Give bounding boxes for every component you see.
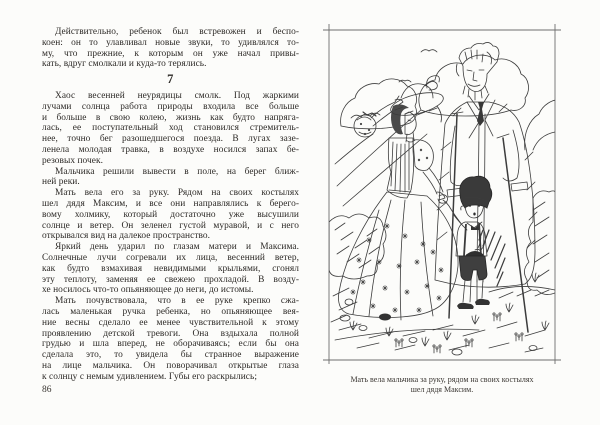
text-line: лась, ее поступательный ход становился стремитель- [42, 123, 299, 134]
mother-shoe [379, 314, 391, 321]
text-line: Мать вела мальчика за руку, рядом на своих костылях [350, 375, 534, 384]
text-line: сделала это, то увидела бы странное выражение [42, 350, 299, 361]
page-number: 86 [42, 385, 52, 395]
boy-pants [459, 256, 487, 281]
text-line: вому холмику, который достаточно уже высушили [42, 209, 299, 220]
text-line: открывался вид на далекое пространство. [42, 231, 211, 242]
bird-icon [399, 80, 411, 82]
illustration-drawing [320, 21, 564, 367]
text-line: шел дядя Максим, и все они направлялись к берего- [42, 198, 299, 209]
text-line: Мать почувствовала, что в ее руке крепко сжа- [55, 296, 299, 307]
text-line: хе носилось что-то опьяняющее до неги, до истомы. [42, 285, 254, 296]
text-line: ленела молодая травка, в воздухе носился запах бе- [42, 144, 299, 155]
bird-icon [421, 50, 437, 52]
text-line: Действительно, ребенок был встревожен и беспо- [55, 27, 299, 37]
text-line: солнце и ветер. Он зеленел густой муравой, и с него [42, 220, 299, 231]
text-line: к солнцу с немым удивлением. Губы его раскрылись; [42, 371, 257, 382]
text-line: коен: он то улавливал новые звуки, то удивлялся то- [42, 37, 299, 48]
text-line: Мать вела его за руку. Рядом на своих костылях [55, 188, 299, 199]
text-line: кать, вдруг смолкали и куда-то терялись. [42, 59, 207, 70]
text-line: му, что прежние, к которым он уже начал привы- [42, 48, 299, 59]
text-line: нее, точно бег разошедшегося поезда. В лугах зазе- [42, 134, 299, 145]
boy-shoe [457, 303, 474, 309]
text-line: эту теплоту, заменяя ее свежею прохладой. В возду- [42, 274, 299, 285]
text-line: проявлению детской тревоги. Она вздыхала полной [42, 328, 299, 339]
text-line: Мальчика решили вывести в поле, на берег ближ- [55, 166, 299, 177]
text-line: ние весны сделало ее менее чувствительной к этому [42, 317, 299, 328]
text-line: резовых почек. [42, 155, 103, 166]
mother-hair [391, 104, 409, 134]
mother-figure [338, 76, 458, 321]
chapter-heading: 7 [167, 72, 174, 87]
text-line: на лице мальчика. Он поворачивал открытые глаза [42, 360, 299, 371]
text-line: и больше в свою колею, жизнь как будто напряга- [42, 112, 299, 123]
text-line: шел дядя Максим. [410, 384, 474, 394]
crutch [449, 112, 528, 332]
text-line: лучами солнца работа природы входила все больше [42, 101, 299, 112]
illustration-figure [320, 21, 564, 394]
text-line: ней реки. [42, 177, 80, 188]
text-line: Хаос весенней неурядицы смолк. Под жаркими [55, 90, 299, 101]
illustration-caption [320, 375, 564, 394]
text-line: Яркий день ударил по глазам матери и Максима. [55, 242, 299, 253]
text-line: Солнечные лучи согревали их лица, весенний ветер, [42, 252, 299, 263]
text-line: лась маленькая ручка ребенка, но опьяняющее вея- [42, 306, 299, 317]
text-line: грудью и шла вперед, не оборачиваясь; если бы она [42, 339, 299, 350]
cloud [525, 100, 557, 150]
text-line: как будто взмахивая невидимыми крыльями, сгонял [42, 263, 299, 274]
bush [329, 191, 557, 295]
